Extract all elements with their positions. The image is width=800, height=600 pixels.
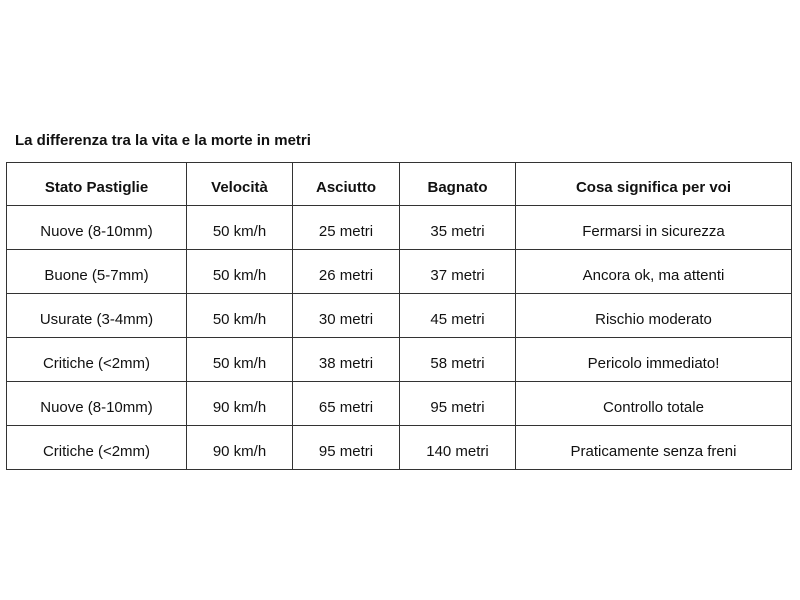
braking-distance-table [6, 162, 792, 470]
cell-velocita: 50 km/h [187, 250, 293, 294]
cell-bagnato: 45 metri [400, 294, 516, 338]
cell-bagnato: 58 metri [400, 338, 516, 382]
cell-asciutto: 65 metri [293, 382, 400, 426]
header-row [7, 163, 792, 206]
cell-asciutto: 25 metri [293, 206, 400, 250]
table-row [7, 250, 792, 294]
table-row [7, 206, 792, 250]
cell-stato: Nuove (8-10mm) [7, 206, 187, 250]
cell-asciutto: 30 metri [293, 294, 400, 338]
cell-velocita: 90 km/h [187, 382, 293, 426]
header-velocita: Velocità [187, 163, 293, 206]
cell-stato: Buone (5-7mm) [7, 250, 187, 294]
cell-significato: Ancora ok, ma attenti [516, 250, 792, 294]
cell-stato: Critiche (<2mm) [7, 338, 187, 382]
header-asciutto: Asciutto [293, 163, 400, 206]
table-title: La differenza tra la vita e la morte in metri [15, 132, 311, 149]
header-significato: Cosa significa per voi [516, 163, 792, 206]
cell-significato: Rischio moderato [516, 294, 792, 338]
cell-velocita: 90 km/h [187, 426, 293, 470]
cell-significato: Controllo totale [516, 382, 792, 426]
cell-velocita: 50 km/h [187, 294, 293, 338]
cell-bagnato: 140 metri [400, 426, 516, 470]
cell-significato: Praticamente senza freni [516, 426, 792, 470]
cell-significato: Fermarsi in sicurezza [516, 206, 792, 250]
cell-asciutto: 38 metri [293, 338, 400, 382]
table-row [7, 426, 792, 470]
cell-bagnato: 95 metri [400, 382, 516, 426]
cell-stato: Usurate (3-4mm) [7, 294, 187, 338]
cell-bagnato: 35 metri [400, 206, 516, 250]
cell-bagnato: 37 metri [400, 250, 516, 294]
cell-stato: Critiche (<2mm) [7, 426, 187, 470]
cell-stato: Nuove (8-10mm) [7, 382, 187, 426]
header-bagnato: Bagnato [400, 163, 516, 206]
cell-asciutto: 95 metri [293, 426, 400, 470]
cell-asciutto: 26 metri [293, 250, 400, 294]
table-row [7, 338, 792, 382]
table-row [7, 294, 792, 338]
header-stato-pastiglie: Stato Pastiglie [7, 163, 187, 206]
table-row [7, 382, 792, 426]
cell-velocita: 50 km/h [187, 206, 293, 250]
cell-significato: Pericolo immediato! [516, 338, 792, 382]
cell-velocita: 50 km/h [187, 338, 293, 382]
